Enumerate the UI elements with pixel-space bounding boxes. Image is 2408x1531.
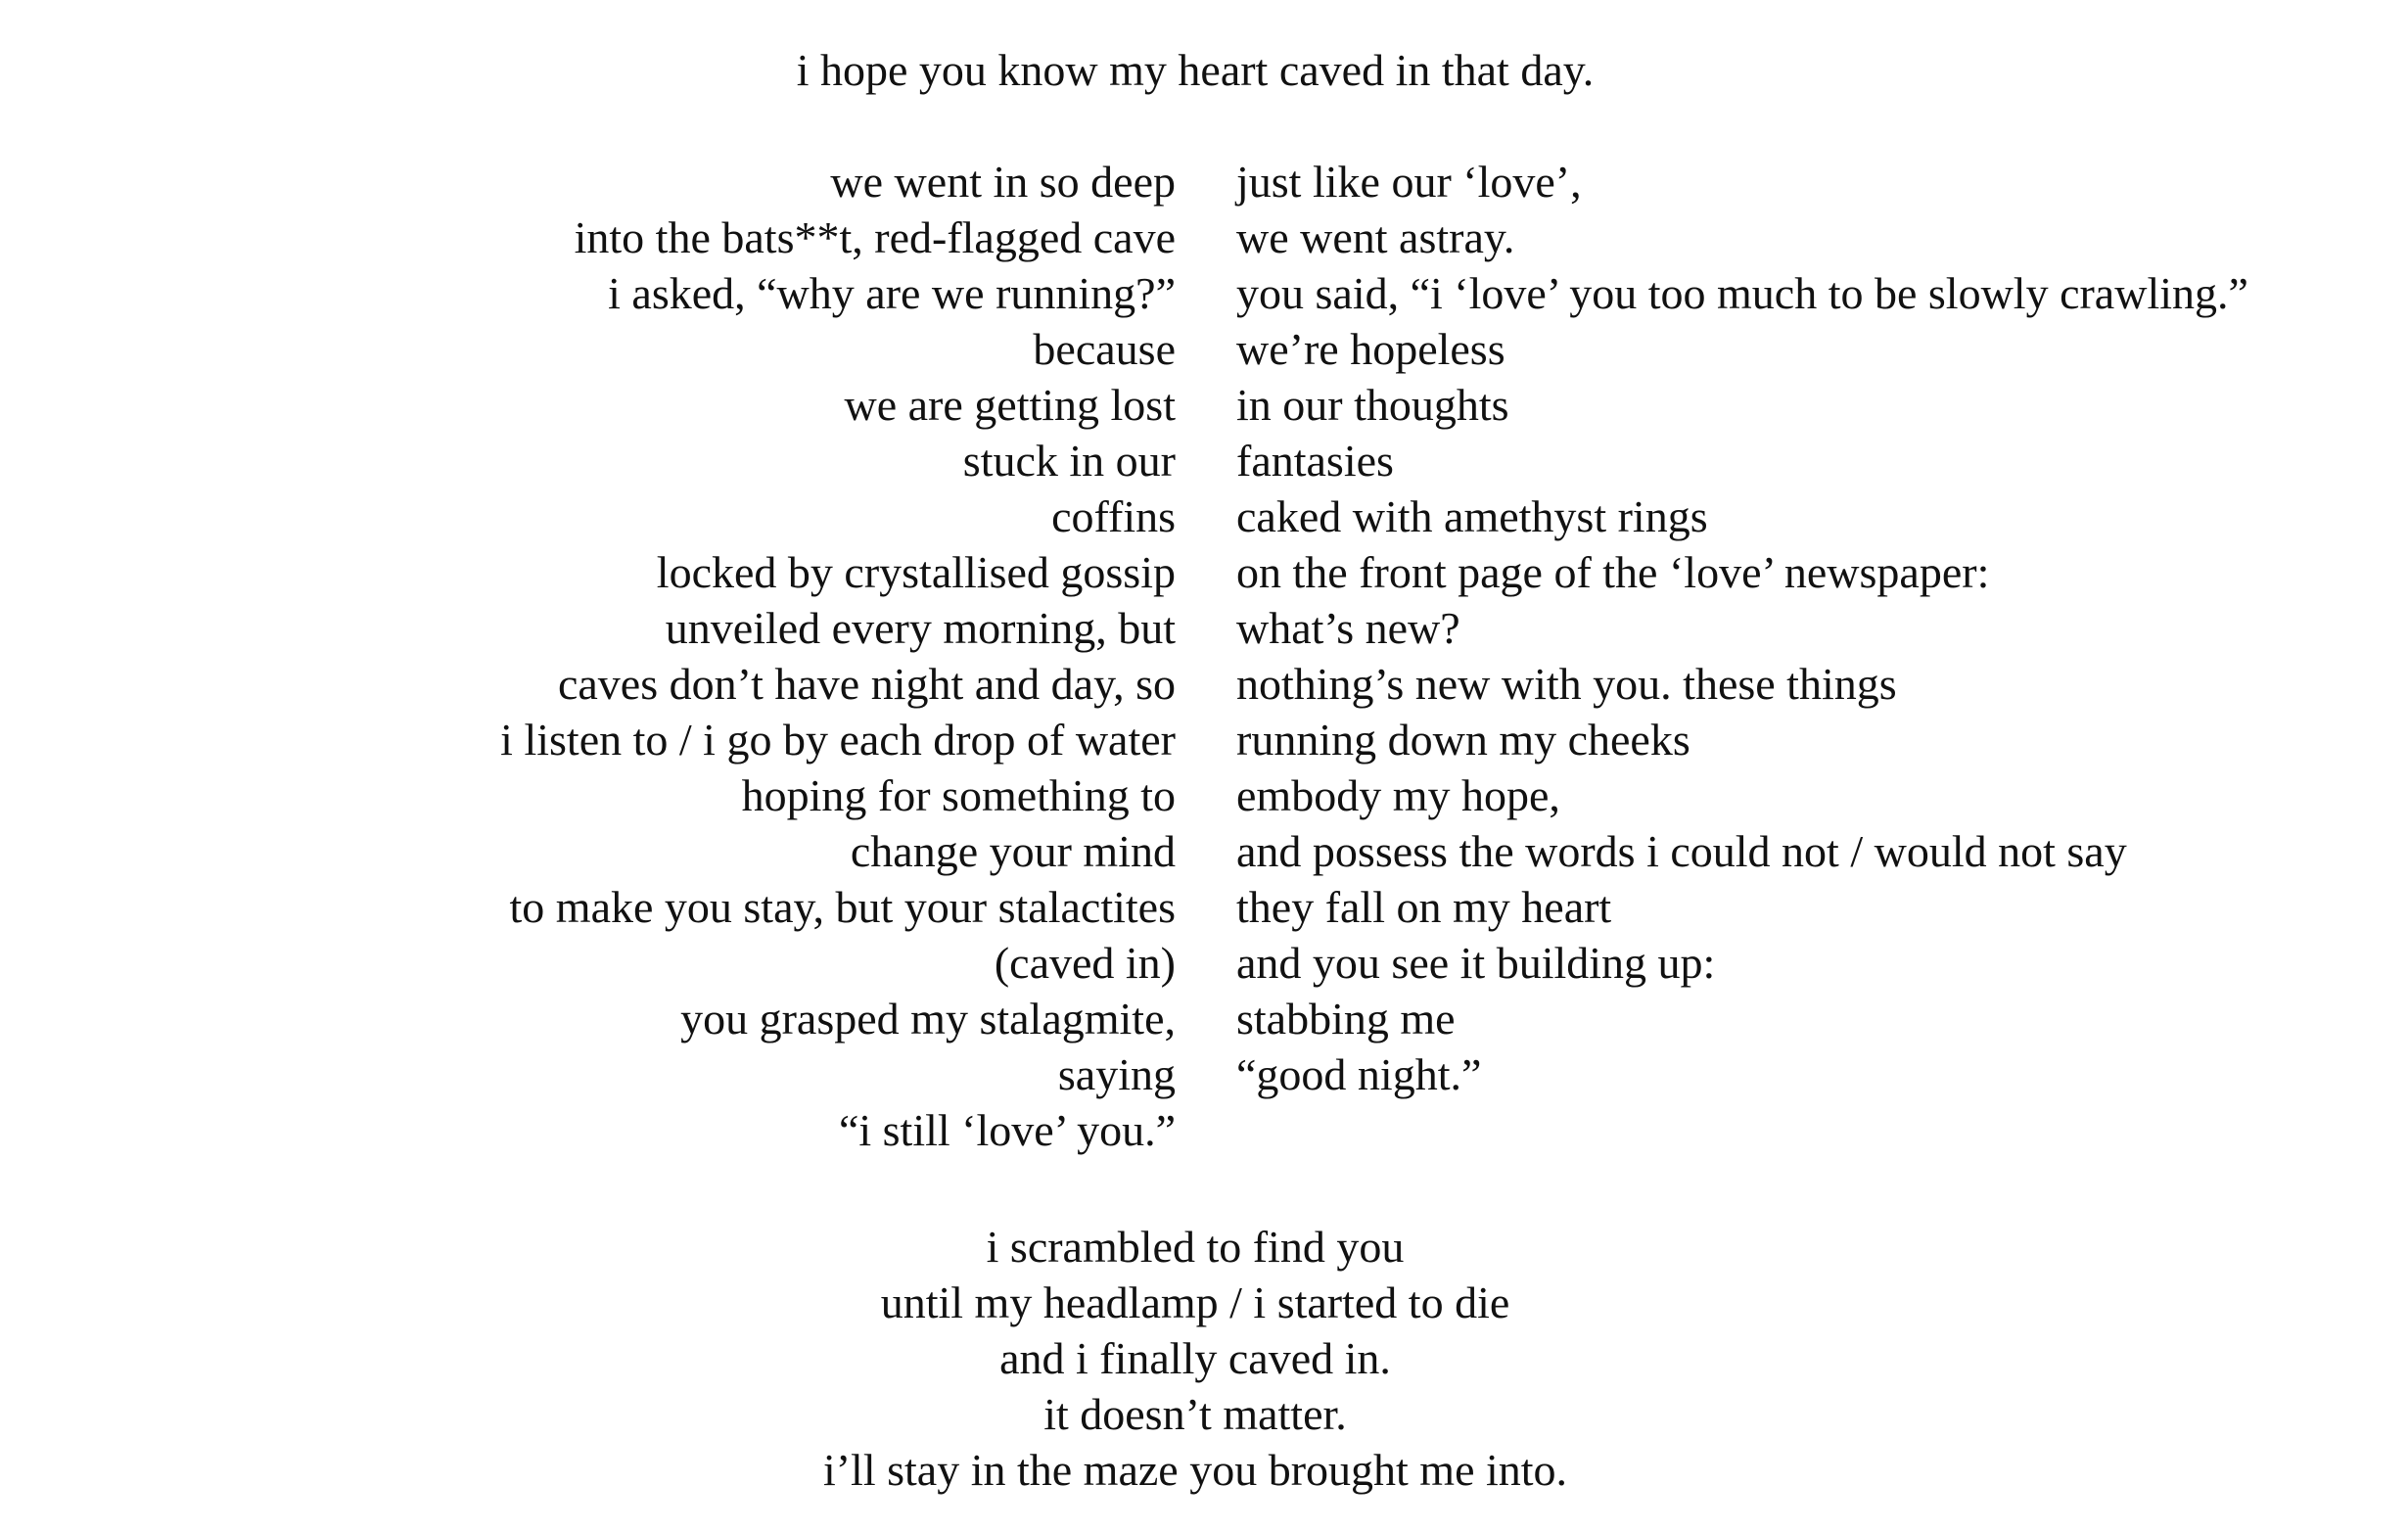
left-line: because xyxy=(1033,324,1176,374)
left-line: coffins xyxy=(1051,491,1176,541)
right-line: stabbing me xyxy=(1236,994,1456,1044)
left-line: i asked, “why are we running?” xyxy=(608,268,1176,318)
right-line: they fall on my heart xyxy=(1236,882,1612,932)
right-line: we’re hopeless xyxy=(1236,324,1505,374)
left-line: you grasped my stalagmite, xyxy=(680,994,1176,1044)
right-line: what’s new? xyxy=(1236,603,1460,653)
left-column xyxy=(500,154,1176,1158)
right-line: fantasies xyxy=(1236,436,1394,486)
left-line: (caved in) xyxy=(994,938,1176,988)
right-line: running down my cheeks xyxy=(1236,715,1690,765)
left-line: unveiled every morning, but xyxy=(665,603,1176,653)
right-line: and you see it building up: xyxy=(1236,938,1716,988)
coda-line: i scrambled to find you xyxy=(986,1222,1405,1272)
right-line: you said, “i ‘love’ you too much to be slowly crawling.” xyxy=(1236,268,2248,318)
right-line: embody my hope, xyxy=(1236,770,1560,820)
left-line: caves don’t have night and day, so xyxy=(557,659,1176,709)
right-line: caked with amethyst rings xyxy=(1236,491,1708,541)
coda-line: it doesn’t matter. xyxy=(1043,1389,1347,1439)
right-line: nothing’s new with you. these things xyxy=(1236,659,1897,709)
left-line: i listen to / i go by each drop of water xyxy=(500,715,1176,765)
coda-line: and i finally caved in. xyxy=(999,1333,1391,1383)
poem-title: i hope you know my heart caved in that day. xyxy=(796,45,1595,95)
right-line: we went astray. xyxy=(1236,212,1515,262)
left-line: stuck in our xyxy=(962,436,1176,486)
right-line: on the front page of the ‘love’ newspaper: xyxy=(1236,547,1990,597)
coda-line: i’ll stay in the maze you brought me into. xyxy=(822,1445,1568,1495)
left-line: “i still ‘love’ you.” xyxy=(838,1105,1176,1155)
left-line: we are getting lost xyxy=(844,380,1176,430)
right-line: and possess the words i could not / would not say xyxy=(1236,826,2127,876)
left-line: locked by crystallised gossip xyxy=(656,547,1176,597)
left-line: to make you stay, but your stalactites xyxy=(509,882,1176,932)
right-line: in our thoughts xyxy=(1236,380,1509,430)
right-line: “good night.” xyxy=(1236,1049,1482,1099)
right-line: just like our ‘love’, xyxy=(1236,157,1582,207)
left-line: hoping for something to xyxy=(741,770,1176,820)
left-line: we went in so deep xyxy=(830,157,1176,207)
left-line: change your mind xyxy=(850,826,1176,876)
left-line: saying xyxy=(1057,1049,1176,1099)
left-line: into the bats**t, red-flagged cave xyxy=(574,212,1176,262)
coda-line: until my headlamp / i started to die xyxy=(880,1277,1510,1327)
right-column xyxy=(1236,154,2248,1102)
closing-stanza xyxy=(0,1219,2399,1498)
